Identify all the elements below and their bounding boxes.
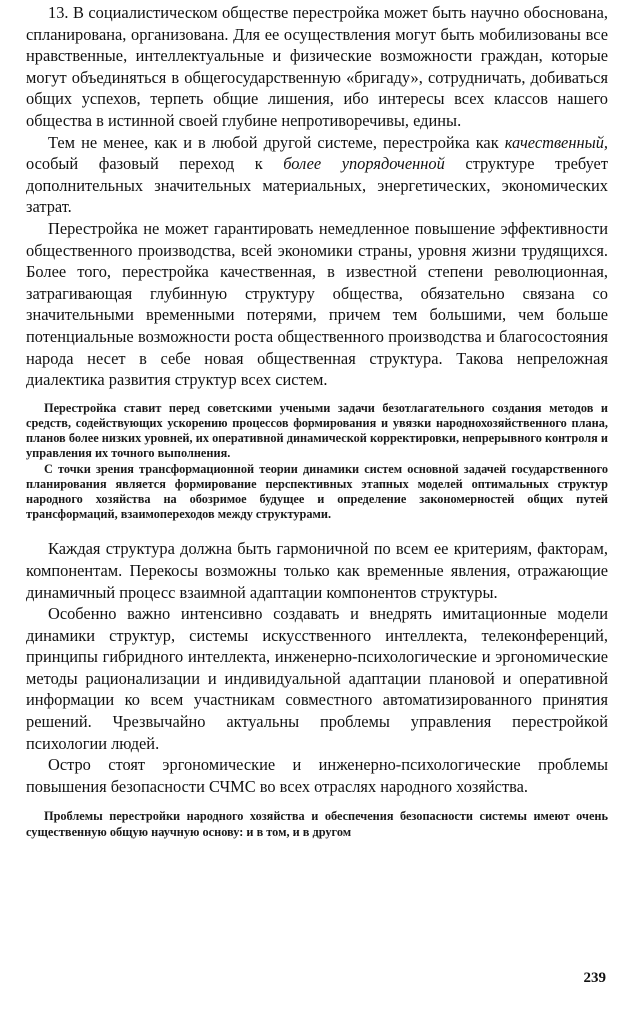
paragraph-13: 13. В социалистическом обществе перестройка может быть научно обоснована, спланирована, организована. Для ее осуществления могут быть мобилизованы все нравственные, интеллектуальные и физические возможности граждан, которые могут объединяться в общегосударственную «бригаду», сотрудничать, добиваться общих успехов, терпеть общие лишения, ибо интересы всех классов нашего общества в истинной своей глубине непротиворечивы, едины. [26, 3, 608, 130]
small-print-paragraph: Перестройка ставит перед советскими учеными задачи безотлагательного создания методов и средств, содействующих ускорению процессов формирования и увязки народнохозяйственного плана, планов более низких уровней, их оперативной динамической корректировки, непрерывного контроля и управления их точного выполнения. [26, 400, 608, 461]
paragraph-efficiency: Перестройка не может гарантировать немедленное повышение эффективности общественного производства, всей экономики страны, уровня жизни трудящихся. Более того, перестройка качественная, в известной степени революционная, затрагивающая глубинную структуру общества, обязательно связана со значительными временными потерями, причем тем большими, чем больше потенциальные возможности роста общественного производства и благосостояния народа несет в себе новая общественная структура. Такова непреложная диалектика развития структур всех систем. [26, 218, 608, 390]
small-print-footer: Проблемы перестройки народного хозяйства и обеспечения безопасности системы имеют очень существенную общую научную основу: и в том, и в другом [26, 809, 608, 839]
paragraph-text-part: Тем не менее, как и в любой другой системе, перестройка как [48, 132, 505, 152]
paragraph-safety: Остро стоят эргономические и инженерно-психологические проблемы повышения безопасности СЧМС во всех отраслях народного хозяйства. [26, 755, 608, 796]
paragraph-text-part: структуре требует дополнительных значительных материальных, энергетических, экономических затрат. [26, 154, 608, 217]
paragraph-phase-transition [26, 132, 608, 218]
paragraph-harmony: Каждая структура должна быть гармоничной по всем ее критериям, факторам, компонентам. Перекосы возможны только как временные явления, отражающие динамичный процесс взаимной адаптации компонентов структуры. [26, 539, 608, 602]
italic-emphasis: качественный, [504, 132, 608, 152]
page-number: 239 [583, 970, 606, 986]
italic-emphasis: более упорядоченной [283, 154, 445, 174]
paragraph-text-part: особый фазовый переход к [26, 154, 284, 174]
paragraph-simulation-models: Особенно важно интенсивно создавать и внедрять имитационные модели динамики структур, системы искусственного интеллекта, телеконференций, принципы гибридного интеллекта, инженерно-психологические и эргономические методы рационализации и индивидуальной адаптации плановой и оперативной информации ко всем участникам совместного автоматизированного принятия решений. Чрезвычайно актуальны проблемы управления перестройкой психологии людей. [26, 604, 608, 753]
small-print-paragraph: С точки зрения трансформационной теории динамики систем основной задачей государственного планирования является формирование перспективных этапных моделей оптимальных структур народного хозяйства на обозримое будущее и определение закономерностей общих путей трансформаций, взаимопереходов между структурами. [26, 461, 608, 522]
